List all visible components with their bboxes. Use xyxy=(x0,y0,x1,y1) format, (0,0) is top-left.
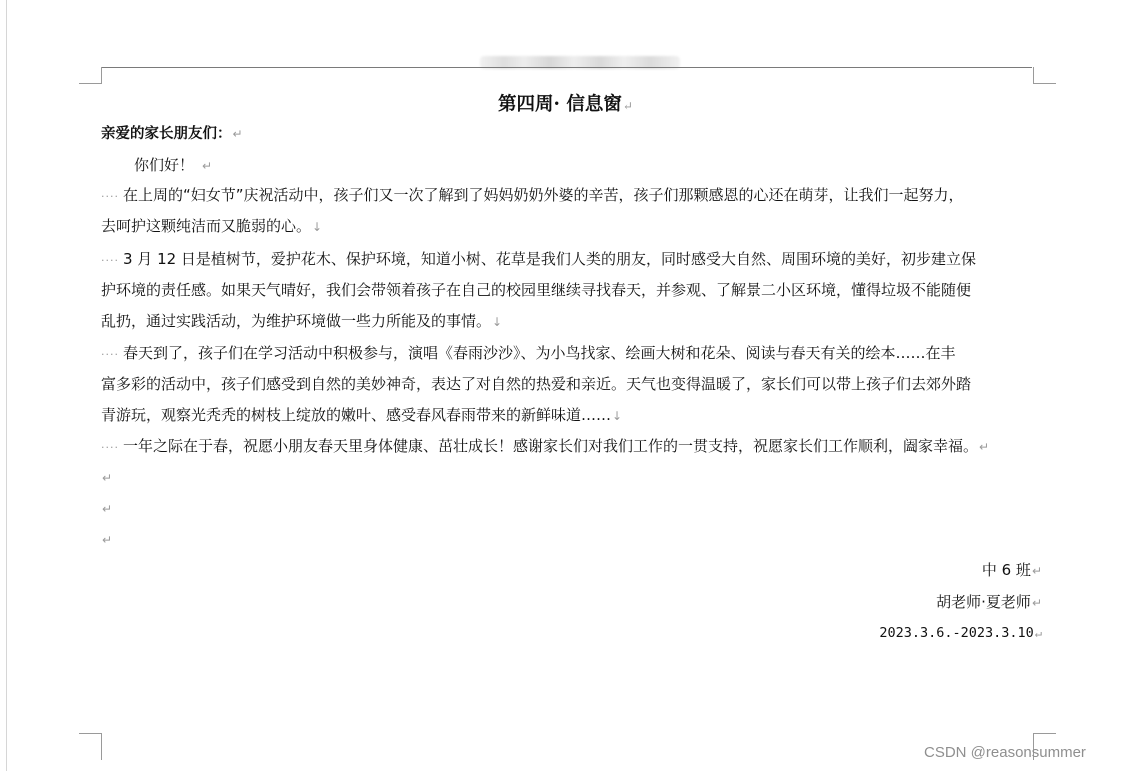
paragraph-mark: ↵ xyxy=(202,159,213,173)
empty-paragraph[interactable] xyxy=(101,529,112,550)
signature-class[interactable] xyxy=(982,560,1042,581)
body-line[interactable] xyxy=(101,374,971,394)
paragraph-mark: ↵ xyxy=(1031,596,1042,610)
indent-marker: ···· xyxy=(101,254,119,267)
empty-paragraph[interactable] xyxy=(101,467,112,488)
body-line-text: 一年之际在于春，祝愿小朋友春天里身体健康、茁壮成长！感谢家长们对我们工作的一贯支持，祝愿家长们工作顺利，阖家幸福。 xyxy=(123,437,979,455)
indent-marker: ···· xyxy=(101,190,119,203)
document-title-text: 第四周· 信息窗 xyxy=(498,94,622,115)
body-line-text: 富多彩的活动中，孩子们感受到自然的美妙神奇，表达了对自然的热爱和亲近。天气也变得温暖了，家长们可以带上孩子们去郊外踏 xyxy=(101,375,972,393)
paragraph-mark: ↵ xyxy=(1031,564,1042,578)
signature-teachers[interactable] xyxy=(936,592,1042,613)
body-line[interactable] xyxy=(101,249,976,271)
body-line[interactable] xyxy=(101,436,989,458)
signature-date[interactable] xyxy=(879,623,1042,643)
body-line[interactable] xyxy=(101,280,971,300)
body-line-text: 护环境的责任感。如果天气晴好，我们会带领着孩子在自己的校园里继续寻找春天，并参观、了解景二小区环境，懂得垃圾不能随便 xyxy=(101,281,972,299)
body-line[interactable] xyxy=(101,343,956,365)
signature-teachers-text: 胡老师·夏老师 xyxy=(936,593,1031,611)
header-rule xyxy=(101,67,1032,68)
paragraph-mark: ↵ xyxy=(232,127,243,141)
line-break-mark: ↓ xyxy=(612,409,623,423)
indent-marker: ···· xyxy=(101,441,119,454)
greeting-text: 亲爱的家长朋友们： xyxy=(101,126,232,142)
greeting-line[interactable] xyxy=(101,124,243,144)
body-line[interactable] xyxy=(101,216,322,237)
salutation-text: 你们好！ xyxy=(134,156,195,174)
empty-paragraph[interactable] xyxy=(101,498,112,519)
body-line-text: 春天到了，孩子们在学习活动中积极参与，演唱《春雨沙沙》、为小鸟找家、绘画大树和花朵、阅读与春天有关的绘本……在丰 xyxy=(123,344,956,362)
body-line-text: 在上周的“妇女节”庆祝活动中，孩子们又一次了解到了妈妈奶奶外婆的辛苦，孩子们那颗感恩的心还在萌芽，让我们一起努力， xyxy=(123,186,964,204)
body-line-text: 去呵护这颗纯洁而又脆弱的心。 xyxy=(101,217,312,235)
margin-corner-bottom-left xyxy=(79,733,102,760)
page-left-edge xyxy=(6,0,7,771)
paragraph-mark: ↵ xyxy=(102,471,113,485)
paragraph-mark: ↵ xyxy=(102,533,113,547)
body-line-text: 乱扔，通过实践活动，为维护环境做一些力所能及的事情。 xyxy=(101,312,492,330)
signature-date-text: 2023.3.6.-2023.3.10 xyxy=(879,625,1034,641)
body-line-text: 青游玩，观察光秃秃的树枝上绽放的嫩叶、感受春风春雨带来的新鲜味道…… xyxy=(101,406,612,424)
line-break-mark: ↓ xyxy=(492,315,503,329)
salutation-line[interactable] xyxy=(134,155,212,176)
body-line[interactable] xyxy=(101,311,502,332)
paragraph-mark: ↵ xyxy=(622,99,633,113)
body-line-text: 3 月 12 日是植树节，爱护花木、保护环境，知道小树、花草是我们人类的朋友，同时感受大自然、周围环境的美好，初步建立保 xyxy=(123,250,976,268)
document-title[interactable] xyxy=(498,93,633,118)
paragraph-mark: ↵ xyxy=(102,502,113,516)
signature-class-text: 中 6 班 xyxy=(981,561,1031,579)
paragraph-mark: ↵ xyxy=(1034,626,1042,640)
line-break-mark: ↓ xyxy=(312,220,323,234)
margin-corner-top-left xyxy=(79,67,102,84)
indent-marker: ···· xyxy=(101,348,119,361)
watermark: CSDN @reasonsummer xyxy=(924,744,1086,761)
margin-corner-top-right xyxy=(1033,67,1056,84)
line-break-mark: ↵ xyxy=(979,440,990,454)
body-line[interactable] xyxy=(101,405,622,426)
body-line[interactable] xyxy=(101,185,964,207)
